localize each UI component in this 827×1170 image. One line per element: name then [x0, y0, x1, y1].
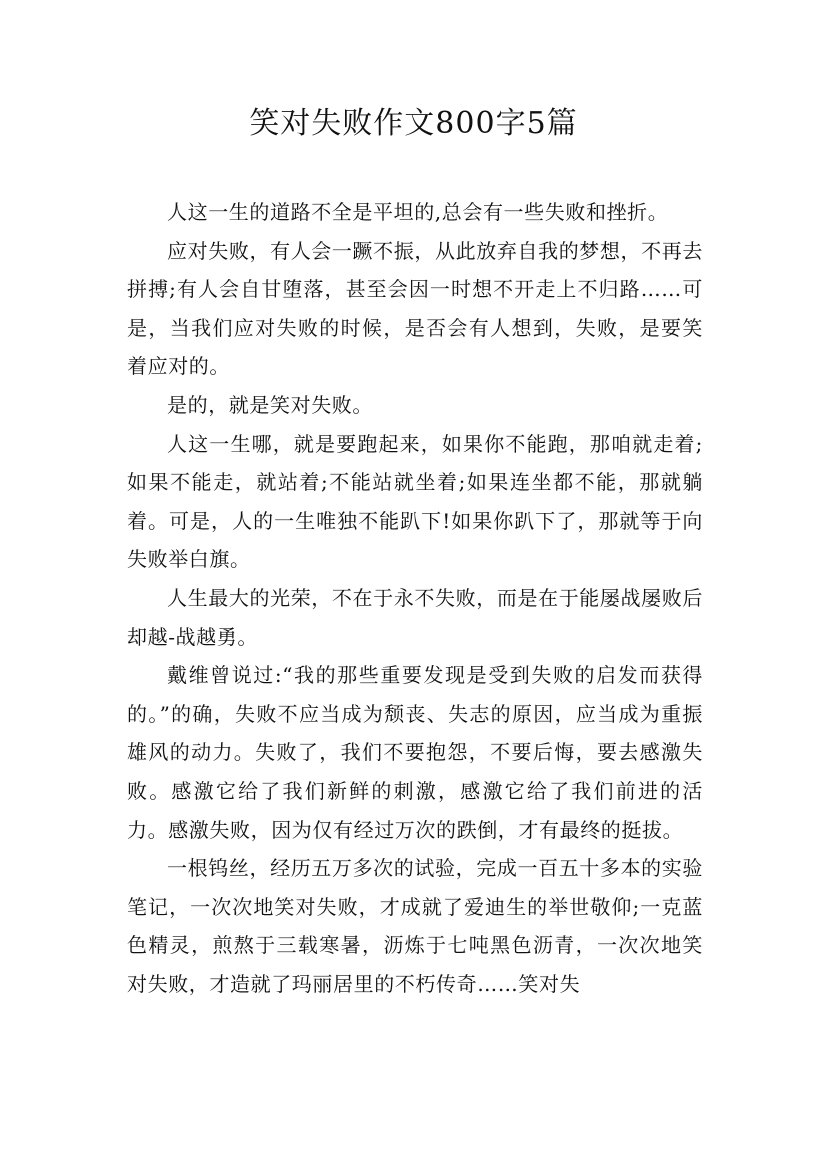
paragraph: 一根钨丝，经历五万多次的试验，完成一百五十多本的实验笔记，一次次地笑对失败，才成就了爱迪生的举世敬仰;一克蓝色精灵，煎熬于三载寒暑，沥炼于七吨黑色沥青，一次次地笑对失败，才造就了玛丽居里的不朽传奇……笑对失 — [127, 856, 703, 996]
paragraph: 戴维曾说过:“我的那些重要发现是受到失败的启发而获得的。”的确，失败不应当成为颓丧、失志的原因，应当成为重振雄风的动力。失败了，我们不要抱怨，不要后悔，要去感激失败。感激它给了我们新鲜的刺激，感激它给了我们前进的活力。感激失败，因为仅有经过万次的跌倒，才有最终的挺拔。 — [127, 663, 703, 842]
document-title: 笑对失败作文800字5篇 — [249, 106, 578, 141]
paragraph: 是的，就是笑对失败。 — [167, 392, 373, 417]
paragraph: 人这一生哪，就是要跑起来，如果你不能跑，那咱就走着;如果不能走，就站着;不能站就坐着;如果连坐都不能，那就躺着。可是，人的一生唯独不能趴下!如果你趴下了，那就等于向失败举白旗。 — [127, 431, 703, 572]
paragraph: 人这一生的道路不全是平坦的,总会有一些失败和挫折。 — [167, 200, 669, 224]
paragraph: 应对失败，有人会一蹶不振，从此放弃自我的梦想，不再去拼搏;有人会自甘堕落，甚至会因一时想不开走上不归路……可是，当我们应对失败的时候，是否会有人想到，失败，是要笑着应对的。 — [127, 238, 703, 379]
document-body — [127, 193, 703, 1003]
paragraph: 人生最大的光荣，不在于永不失败，而是在于能屡战屡败后却越-战越勇。 — [127, 585, 703, 649]
